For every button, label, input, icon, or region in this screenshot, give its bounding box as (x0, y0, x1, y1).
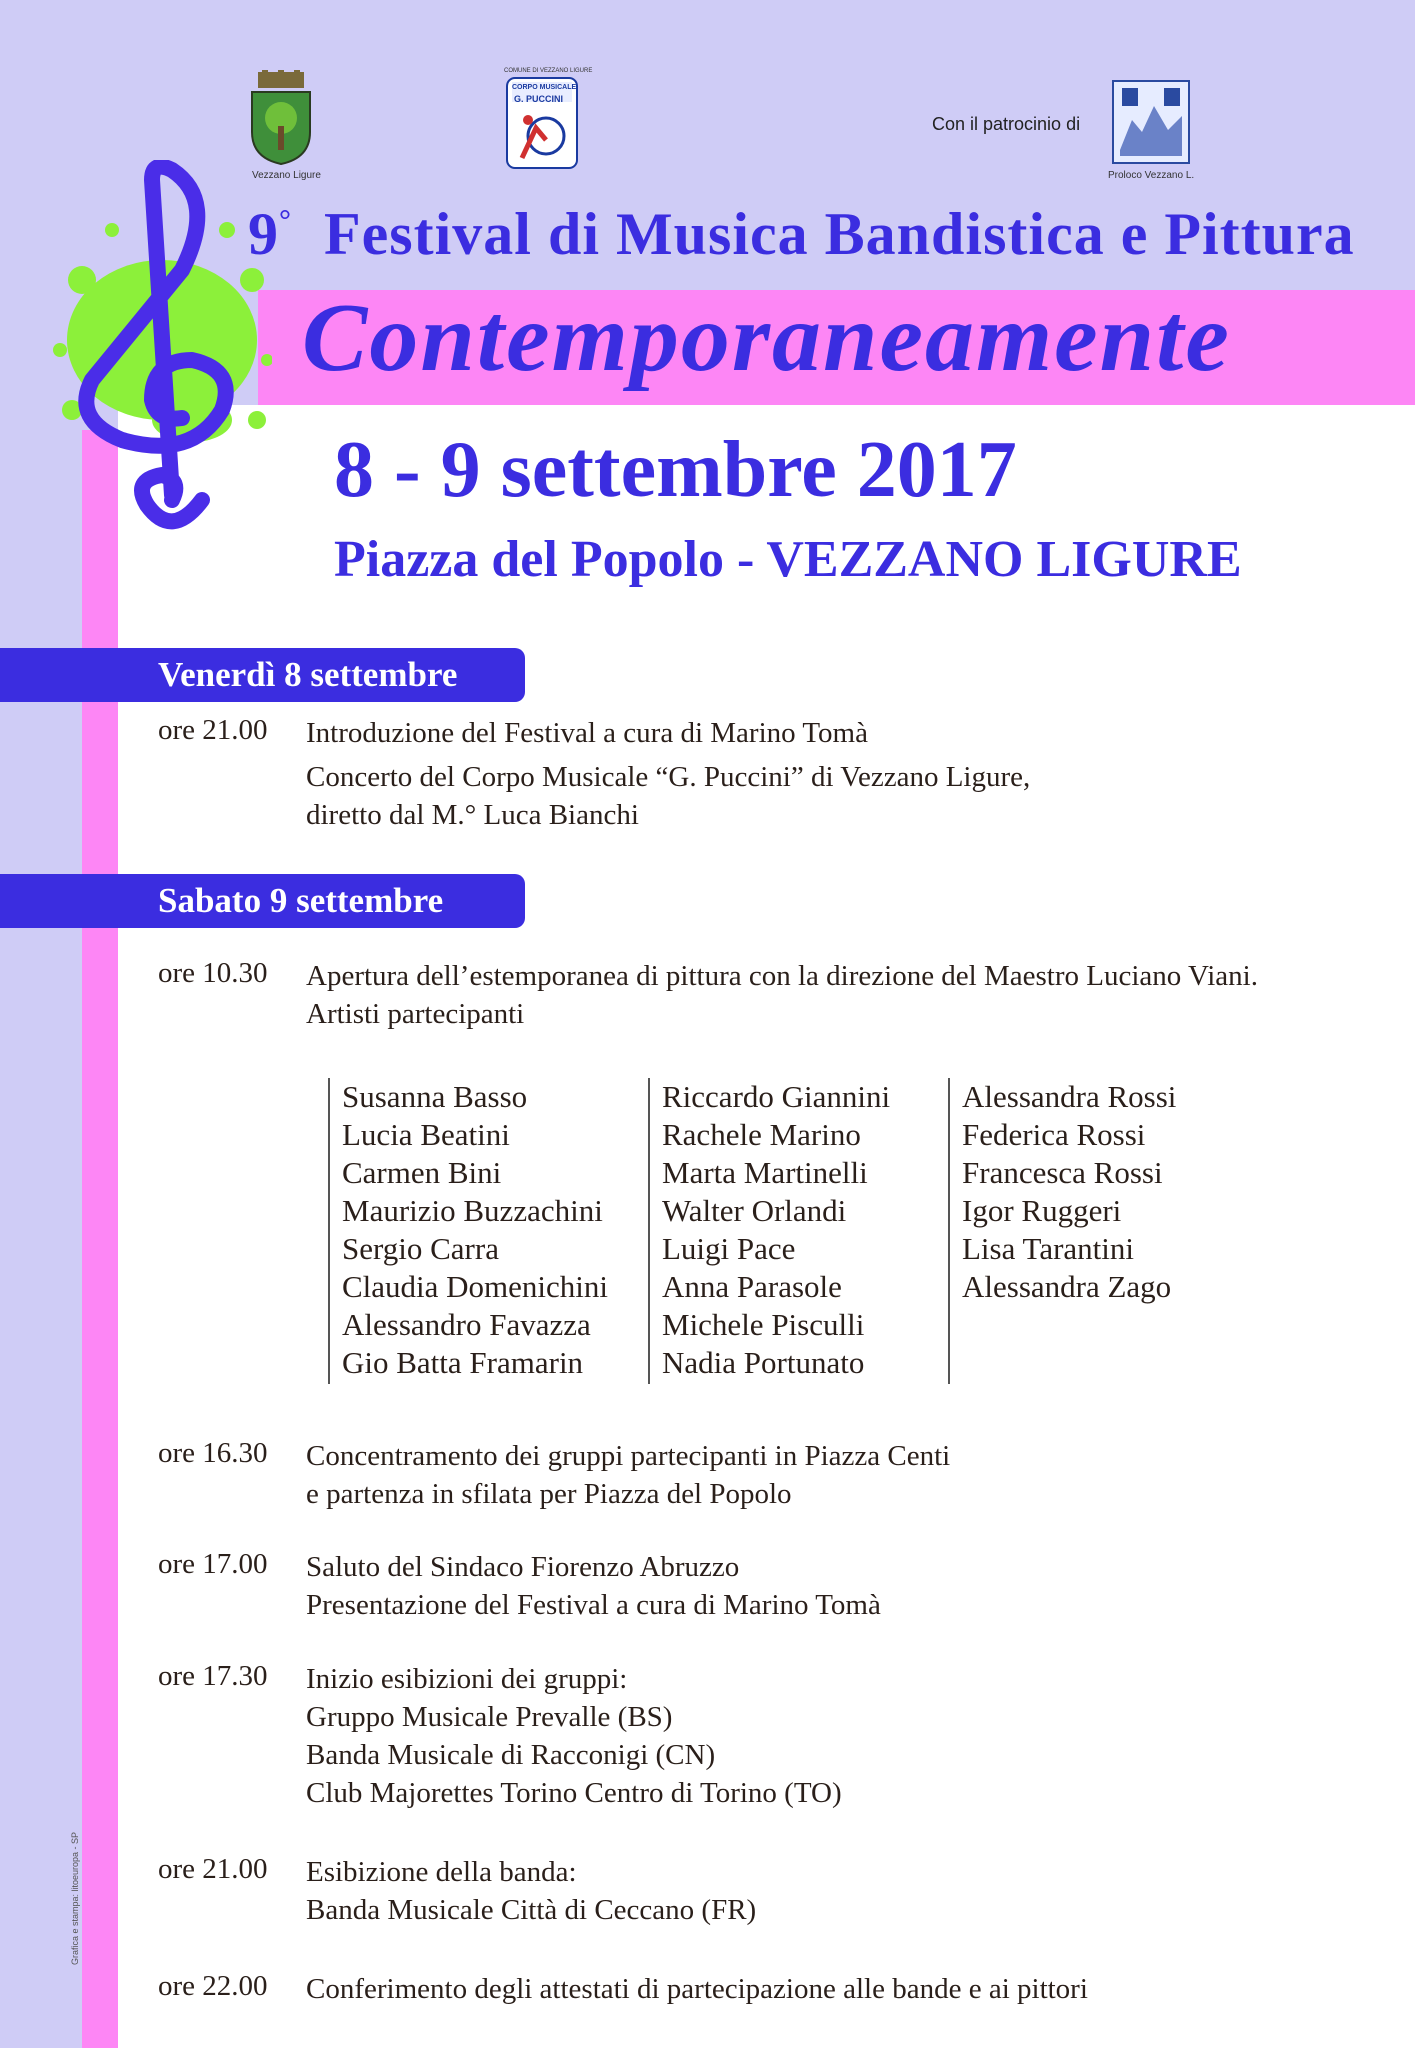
event-line: Concerto del Corpo Musicale “G. Puccini” di Vezzano Ligure, (306, 761, 1031, 793)
event-time: ore 21.00 (158, 1853, 268, 1885)
artist-name: Anna Parasole (662, 1269, 842, 1304)
event-line: Gruppo Musicale Prevalle (BS) (306, 1701, 673, 1733)
event-line: Banda Musicale Città di Ceccano (FR) (306, 1894, 757, 1926)
artist-name: Nadia Portunato (662, 1345, 865, 1380)
main-title: Contemporaneamente (302, 284, 1231, 392)
event-line: Inizio esibizioni dei gruppi: (306, 1663, 628, 1695)
artist-name: Lisa Tarantini (962, 1231, 1135, 1266)
artist-name: Maurizio Buzzachini (342, 1193, 603, 1228)
band-logo-line2: G. PUCCINI (514, 94, 564, 104)
edition-text: Festival di Musica Bandistica e Pittura (324, 201, 1355, 267)
artists-column-2 (648, 1078, 890, 1384)
proloco-logo-icon (1112, 80, 1190, 169)
event-line: Concentramento dei gruppi partecipanti in Piazza Centi (306, 1440, 951, 1472)
artist-name: Walter Orlandi (662, 1193, 847, 1228)
artist-name: Igor Ruggeri (962, 1193, 1122, 1228)
edition-ordinal: ° (279, 204, 292, 237)
logo-left-label: Vezzano Ligure (252, 170, 321, 181)
artist-name: Sergio Carra (342, 1231, 499, 1266)
event-time: ore 10.30 (158, 957, 268, 989)
artists-column-3 (948, 1078, 1176, 1384)
artist-name: Claudia Domenichini (342, 1269, 609, 1304)
event-line: Esibizione della banda: (306, 1856, 577, 1888)
coat-of-arms-icon (248, 70, 314, 171)
event-time: ore 17.30 (158, 1660, 268, 1692)
event-line: Banda Musicale di Racconigi (CN) (306, 1739, 716, 1771)
event-time: ore 22.00 (158, 1970, 268, 2002)
artist-name: Marta Martinelli (662, 1155, 868, 1190)
treble-clef-icon (52, 160, 272, 545)
band-logo-top-text: COMUNE DI VEZZANO LIGURE (504, 68, 593, 74)
artist-name: Lucia Beatini (342, 1117, 510, 1152)
artist-name: Carmen Bini (342, 1155, 502, 1190)
edition-number: 9 (248, 201, 279, 267)
festival-dates: 8 - 9 settembre 2017 (334, 426, 1017, 514)
artist-name: Susanna Basso (342, 1079, 528, 1114)
event-line: e partenza in sfilata per Piazza del Popolo (306, 1478, 792, 1510)
event-time: ore 17.00 (158, 1548, 268, 1580)
band-logo-line1: CORPO MUSICALE (512, 84, 577, 91)
event-time: ore 21.00 (158, 714, 268, 746)
artist-name: Gio Batta Framarin (342, 1345, 584, 1380)
event-line: Introduzione del Festival a cura di Marino Tomà (306, 717, 868, 749)
day-tab-saturday: Sabato 9 settembre (0, 874, 525, 928)
event-time: ore 16.30 (158, 1437, 268, 1469)
artist-name: Alessandro Favazza (342, 1307, 591, 1342)
event-line: Presentazione del Festival a cura di Marino Tomà (306, 1589, 881, 1621)
event-line: Club Majorettes Torino Centro di Torino (TO) (306, 1777, 842, 1809)
artist-name: Rachele Marino (662, 1117, 861, 1152)
edition-title (248, 200, 1355, 269)
event-line: diretto dal M.° Luca Bianchi (306, 799, 639, 831)
event-line: Conferimento degli attestati di partecipazione alle bande e ai pittori (306, 1973, 1088, 2005)
patrocinio-text: Con il patrocinio di (932, 114, 1081, 134)
event-line: Artisti partecipanti (306, 998, 525, 1030)
artists-column-1 (328, 1078, 608, 1384)
artist-name: Riccardo Giannini (662, 1079, 891, 1114)
print-credit: Grafica e stampa: litoeuropa - SP (70, 1831, 80, 1965)
festival-place: Piazza del Popolo - VEZZANO LIGURE (334, 531, 1242, 588)
day-tab-friday: Venerdì 8 settembre (0, 648, 525, 702)
artist-name: Luigi Pace (662, 1231, 796, 1266)
artist-name: Federica Rossi (962, 1117, 1146, 1152)
artist-name: Francesca Rossi (962, 1155, 1163, 1190)
artist-name: Alessandra Rossi (962, 1079, 1177, 1114)
event-line: Saluto del Sindaco Fiorenzo Abruzzo (306, 1551, 740, 1583)
artist-name: Michele Pisculli (662, 1307, 865, 1342)
artist-name: Alessandra Zago (962, 1269, 1172, 1304)
logo-right-label: Proloco Vezzano L. (1108, 170, 1195, 181)
event-line: Apertura dell’estemporanea di pittura con la direzione del Maestro Luciano Viani. (306, 960, 1258, 992)
